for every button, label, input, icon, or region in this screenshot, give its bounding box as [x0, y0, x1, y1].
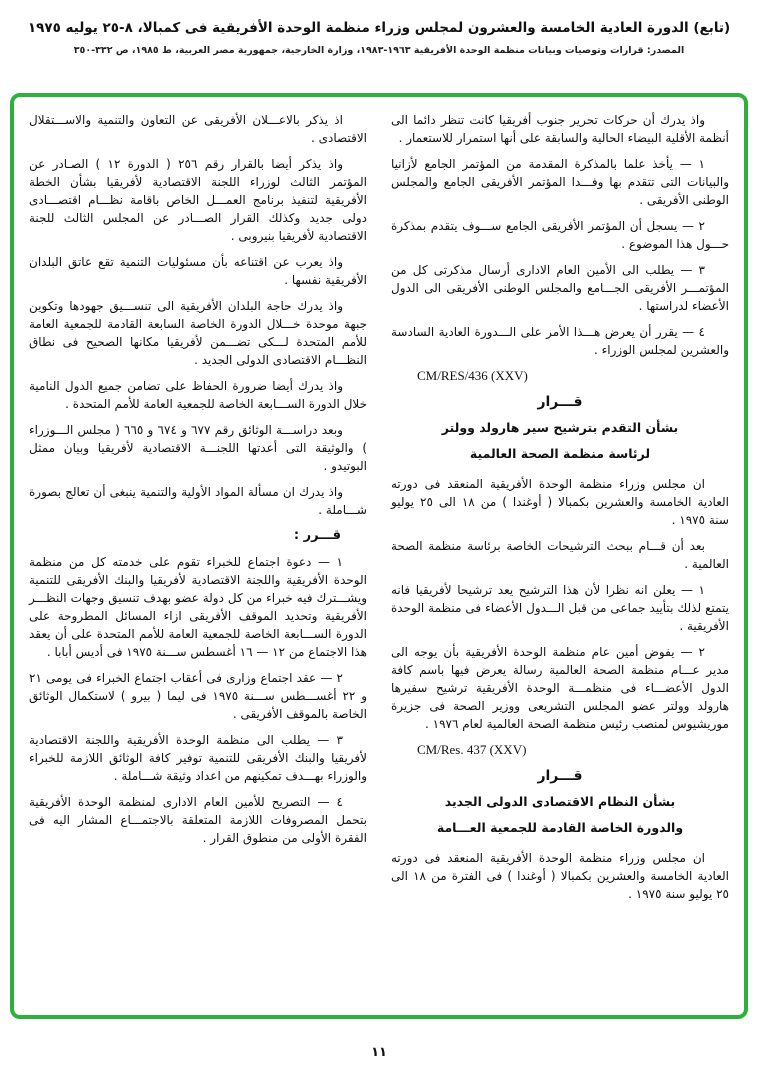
resolution-437-subtitle-2: والدورة الخاصة القادمة للجمعية العـــامة	[436, 820, 684, 835]
decision-item-2: ٢ — عقد اجتماع وزارى فى أعقاب اجتماع الخبراء فى يومى ٢١ و ٢٢ أغســـطس ســـنة ١٩٧٥ فى ليما ( بيرو ) لاستكمال الوثائق الخاصة بالموقف الأفريقى .	[29, 671, 368, 721]
clause-2: ٢ — يفوض أمين عام منظمة الوحدة الأفريقية بأن يوجه الى مدير عـــام منظمة الصحة العالمية رسالة يعرض فيها باسم كافة الدول الأعضـــاء فى منظمـــة الوحدة الأفريقية ترشيح سفيرها هارولد وولتر عضو المجلس التشريعى ووزير الصحة فى جزيرة موريشيوس لمنصب رئيس منظمة الصحة العالمية لعام ١٩٧٦ .	[391, 645, 729, 731]
paragraph: واذ يذكر أيضا بالقرار رقم ٢٥٦ ( الدورة ١٢ ) الصـادر عن المؤتمر الثالث لوزراء اللجنة الاقتصادية لأفريقيا بشأن الخطة الأفريقية لتنفيذ برنامج العمـــل الخاص باقامة نظـــام اقتصـــادى دولى جديد وكذلك القرار الصـــادر عن المجلس الثالث للجنة الاقتصادية لأفريقيا بنيروبى .	[29, 157, 367, 243]
resolution-436-subtitle-1: بشأن التقدم بترشيح سير هارولد وولتر	[441, 420, 679, 435]
resolution-ref-437: CM/Res. 437 (XXV)	[417, 742, 527, 757]
clause-1: ١ — يعلن انه نظرا لأن هذا الترشيح يعد ترشيحا لأفريقيا فانه يتمتع لذلك بتأييد جماعى من قبل الـــدول الأعضاء فى منظمة الوحدة الأفريقية .	[391, 583, 729, 633]
column-right	[391, 111, 729, 1003]
paragraph-preamble: اذ يذكر بالاعـــلان الأفريقى عن التعاون والتنمية والاســـتقلال الاقتصادى .	[29, 113, 367, 145]
paragraph: ان مجلس وزراء منظمة الوحدة الأفريقية المنعقد فى دورته العادية الخامسة والعشرين بكمبالا ( أوغندا ) من ١٨ الى ٢٥ يوليو سنة ١٩٧٥ .	[391, 477, 729, 527]
paragraph-preamble: واذ يدرك أن حركات تحرير جنوب أفريقيا كانت تنظر دائما الى أنظمة الأقلية البيضاء الحالية والسابقة على أنها استمرار للاستعمار .	[391, 113, 729, 145]
page-header	[0, 0, 758, 56]
page-footer	[0, 1045, 758, 1060]
resolution-ref-436: CM/RES/436 (XXV)	[417, 368, 528, 383]
paragraph: واذ يدرك حاجة البلدان الأفريقية الى تنســـيق جهودها وتكوين جبهة موحدة خـــلال الدورة الخاصة السابعة القادمة للجمعية العامة للأمم المتحدة لـــكى تضـــمن لأفريقيا مكانها الصحيح فى نطاق النظـــام الاقتصادى الدولى الجديد .	[29, 299, 367, 367]
paragraph: واذ يعرب عن اقتناعه بأن مسئوليات التنمية تقع عاتق البلدان الأفريقية نفسها .	[29, 255, 367, 287]
resolution-437-title: قـــرار	[537, 768, 583, 784]
resolution-437-subtitle-1: بشأن النظام الاقتصادى الدولى الجديد	[444, 794, 676, 809]
decision-item-3: ٣ — يطلب الى منظمة الوحدة الأفريقية واللجنة الاقتصادية لأفريقيا والبنك الأفريقى للتنمية توفير كافة الوثائق اللازمة للخبراء والوزراء بهـــدف تمكينهم من اعداد وثيقة شـــاملة .	[29, 733, 367, 783]
clause-4: ٤ — يقرر أن يعرض هـــذا الأمر على الـــدورة العادية السادسة والعشرين لمجلس الوزراء .	[391, 325, 729, 357]
paragraph: ان مجلس وزراء منظمة الوحدة الأفريقية المنعقد فى دورته العادية الخامسة والعشرين بكمبالا ( أوغندا ) فى الفترة من ١٨ الى ٢٥ يوليو سنة ١٩٧٥ .	[391, 851, 729, 901]
page-number: ١١	[371, 1045, 387, 1060]
header-source: المصدر: قرارات وتوصيات وبيانات منظمة الوحدة الأفريقية ١٩٦٣-١٩٨٣، وزارة الخارجية، جمهورية مصر العربية، ط ١٩٨٥، ص ٣٣٢-٣٥٠	[73, 45, 685, 56]
header-title: (تابع) الدورة العادية الخامسة والعشرون لمجلس وزراء منظمة الوحدة الأفريقية فى كمبالا، ٨-٢٥ يوليه ١٩٧٥	[27, 20, 731, 36]
text-columns	[29, 111, 729, 1003]
paragraph: واذ يدرك أيضا ضرورة الحفاظ على تضامن جميع الدول النامية خلال الدورة الســـابعة الخاصة للجمعية العامة للأمم المتحدة .	[29, 379, 367, 411]
decision-item-4: ٤ — التصريح للأمين العام الادارى لمنظمة الوحدة الأفريقية بتحمل المصروفات اللازمة المتعلقة بالاجتمـــاع المشار اليه فى الفقرة الأولى من منطوق القرار .	[29, 795, 367, 845]
clause-3: ٣ — يطلب الى الأمين العام الادارى أرسال مذكرتى كل من المؤتمـــر الأفريقى الجـــامع والمجلس الوطنى الأفريقى الى الدول الأعضاء لدراستها .	[391, 263, 729, 313]
clause-1: ١ — يأخذ علما بالمذكرة المقدمة من المؤتمر الجامع لأزانيا والبيانات التى تتقدم بها وفـــدا المؤتمر الأفريقى الجامع والمجلس الوطنى الأفريقى .	[391, 157, 729, 207]
decision-item-1: ١ — دعوة اجتماع للخبراء تقوم على خدمته كل من منظمة الوحدة الأفريقية واللجنة الاقتصادية لأفريقيا والبنك الأفريقى للتنمية ويشـــترك فيه خبراء من كل دولة عضو بهدف تنسيق وجهات النظـــر الأفريقية وتحديد الموقف الأفريقى ازاء المسائل المطروحة على الدورة الســـابعة الخاصة للجمعية العامة للأمم المتحدة على أن يعقد هذا الاجتماع من ١٢ — ١٦ أغسطس ســـنة ١٩٧٥ فى أديس أبابا .	[29, 555, 367, 659]
clause-2: ٢ — يسجل أن المؤتمر الأفريقى الجامع ســـوف يتقدم بمذكرة حـــول هذا الموضوع .	[391, 219, 729, 251]
paragraph: واذ يدرك ان مسألة المواد الأولية والتنمية ينبغى أن تعالج بصورة شـــاملة .	[29, 485, 367, 517]
resolution-436-title: قـــرار	[537, 394, 583, 410]
decision-label: قـــرر :	[293, 528, 341, 543]
paragraph: بعد أن قـــام ببحث الترشيحات الخاصة برئاسة منظمة الصحة العالمية .	[391, 539, 729, 571]
column-left	[29, 111, 367, 1003]
content-border-box	[10, 93, 748, 1019]
paragraph: وبعد دراســـة الوثائق رقم ٦٧٧ و ٦٧٤ و ٦٦٥ ( مجلس الـــوزراء ) والوثيقة التى أعدتها اللجنـــة الاقتصادية لأفريقيا وبيان ممثل البوتيدو .	[29, 423, 367, 473]
resolution-436-subtitle-2: لرئاسة منظمة الصحة العالمية	[469, 446, 651, 461]
